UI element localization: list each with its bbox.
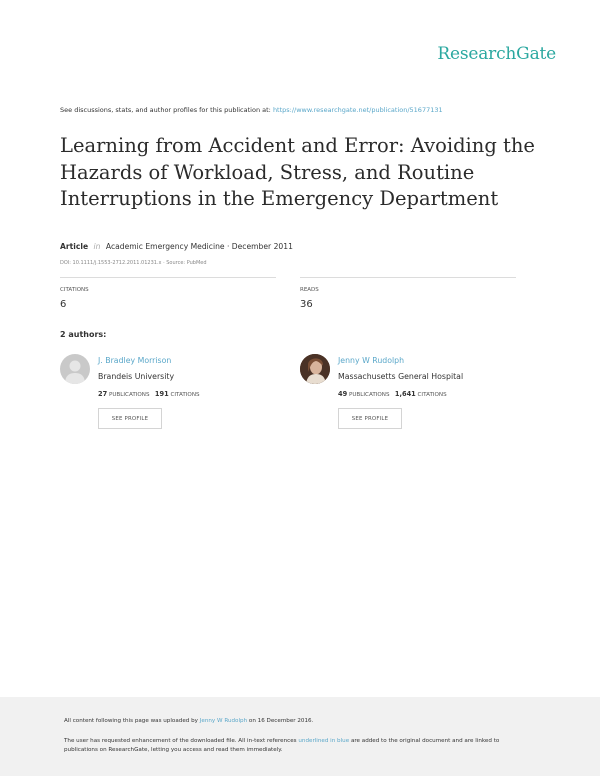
underlined-link[interactable]: underlined in blue bbox=[298, 738, 350, 744]
author-stats bbox=[338, 390, 447, 398]
author-photo-avatar[interactable] bbox=[300, 354, 330, 384]
author-citations-count: 1,641 bbox=[394, 390, 416, 398]
enhancement-notice bbox=[64, 737, 534, 755]
publications-count: 27 bbox=[98, 390, 108, 398]
publications-label: PUBLICATIONS bbox=[348, 392, 390, 398]
doi-line: DOI: 10.1111/j.1553-2712.2011.01231.x · Source: PubMed bbox=[60, 260, 207, 266]
reads-label: READS bbox=[300, 287, 319, 293]
see-discussions-line bbox=[60, 106, 443, 114]
see-profile-button[interactable]: SEE PROFILE bbox=[98, 408, 162, 429]
publications-label: PUBLICATIONS bbox=[108, 392, 150, 398]
citations-label: CITATIONS bbox=[60, 287, 89, 293]
author-card-morrison bbox=[60, 354, 290, 434]
author-institution: Brandeis University bbox=[98, 372, 175, 381]
avatar-placeholder-icon[interactable] bbox=[60, 354, 90, 384]
uploader-link[interactable]: Jenny W Rudolph bbox=[199, 718, 248, 724]
author-citations-label: CITATIONS bbox=[417, 392, 447, 398]
see-profile-button[interactable]: SEE PROFILE bbox=[338, 408, 402, 429]
authors-heading: 2 authors: bbox=[60, 330, 107, 339]
notice-suffix: are added to the original document and are linked to publications on ResearchGate, letting you access and read them immediately. bbox=[64, 738, 500, 753]
upload-suffix: on 16 December 2016. bbox=[248, 718, 314, 724]
author-name-link[interactable]: J. Bradley Morrison bbox=[98, 356, 172, 365]
citations-divider bbox=[60, 277, 276, 278]
see-discussions-text: See discussions, stats, and author profiles for this publication at: bbox=[60, 106, 271, 114]
notice-prefix: The user has requested enhancement of the downloaded file. All in-text references bbox=[64, 738, 297, 744]
publications-count: 49 bbox=[338, 390, 348, 398]
title-line-2: Hazards of Workload, Stress, and Routine bbox=[60, 160, 475, 184]
title-line-1: Learning from Accident and Error: Avoiding the bbox=[60, 134, 535, 157]
author-card-rudolph bbox=[300, 354, 530, 434]
publication-url-link[interactable]: https://www.researchgate.net/publication/51677131 bbox=[272, 106, 443, 114]
author-institution: Massachusetts General Hospital bbox=[338, 372, 464, 381]
footer-notice bbox=[0, 697, 600, 776]
title-line-3: Interruptions in the Emergency Department bbox=[60, 187, 499, 210]
reads-value: 36 bbox=[300, 299, 313, 310]
reads-divider bbox=[300, 277, 516, 278]
citations-value: 6 bbox=[60, 299, 67, 310]
journal-date: Academic Emergency Medicine · December 2011 bbox=[105, 242, 293, 251]
upload-prefix: All content following this page was uploaded by bbox=[64, 718, 198, 724]
upload-note bbox=[64, 717, 534, 726]
author-citations-label: CITATIONS bbox=[170, 392, 200, 398]
article-info bbox=[60, 242, 293, 251]
researchgate-logo[interactable]: ResearchGate bbox=[437, 44, 556, 64]
article-in-word: in bbox=[93, 242, 101, 251]
publication-title bbox=[60, 133, 540, 213]
author-stats bbox=[98, 390, 200, 398]
author-name-link[interactable]: Jenny W Rudolph bbox=[338, 356, 405, 365]
article-type-label: Article bbox=[60, 242, 89, 251]
author-citations-count: 191 bbox=[154, 390, 169, 398]
